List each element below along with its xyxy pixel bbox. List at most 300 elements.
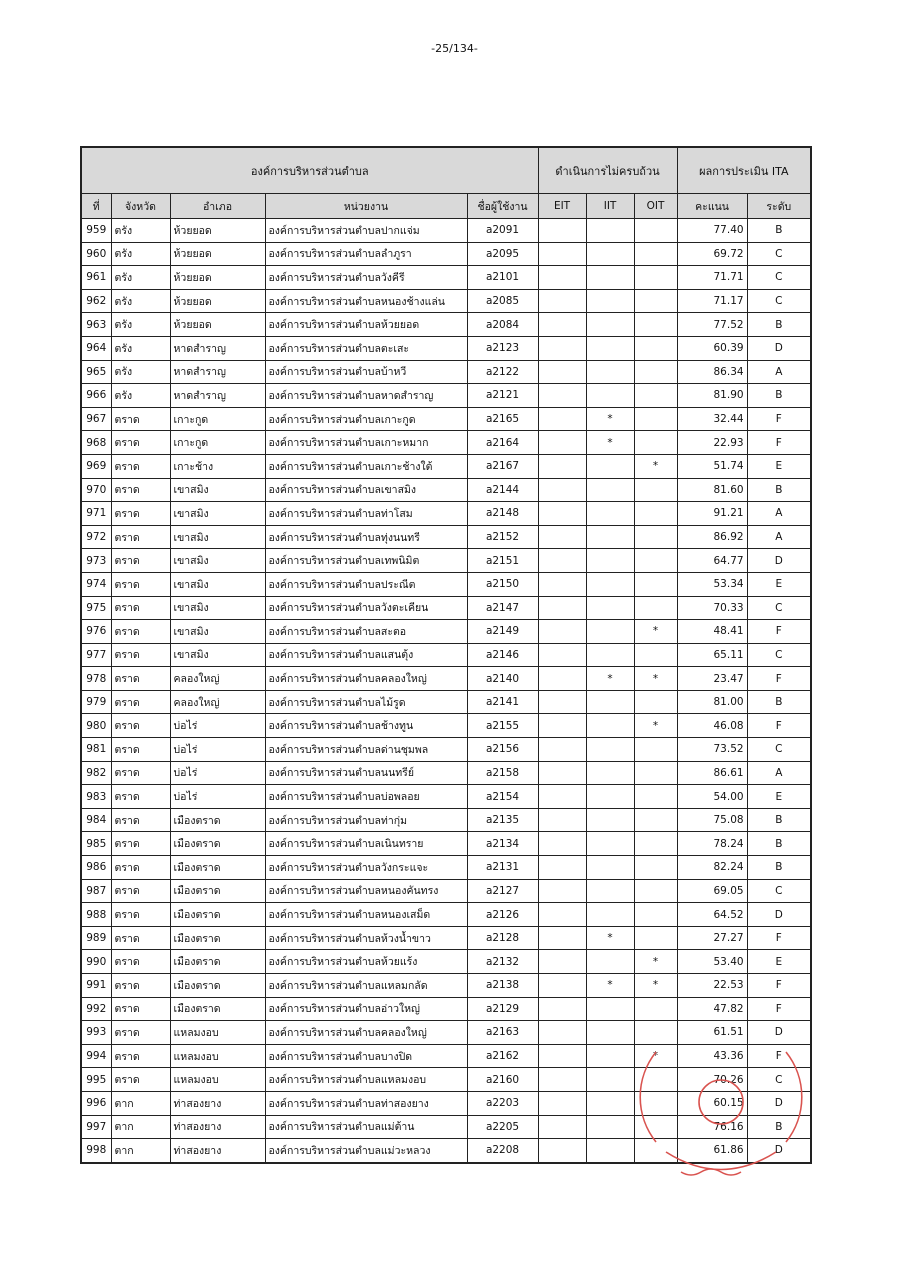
iit-cell bbox=[586, 336, 634, 360]
district-cell: แหลมงอบ bbox=[170, 1044, 265, 1068]
province-cell: ตาก bbox=[111, 1115, 170, 1139]
iit-cell bbox=[586, 502, 634, 526]
col-district-header: อำเภอ bbox=[170, 194, 265, 219]
username-cell: a2140 bbox=[467, 667, 538, 691]
eit-cell bbox=[538, 502, 586, 526]
province-cell: ตรัง bbox=[111, 242, 170, 266]
eit-cell bbox=[538, 219, 586, 243]
eit-cell bbox=[538, 997, 586, 1021]
district-cell: ท่าสองยาง bbox=[170, 1139, 265, 1163]
district-cell: ห้วยยอด bbox=[170, 219, 265, 243]
score-cell: 70.26 bbox=[677, 1068, 747, 1092]
row-number-cell: 982 bbox=[81, 761, 111, 785]
col-iit-header: IIT bbox=[586, 194, 634, 219]
unit-name-cell: องค์การบริหารส่วนตำบลแม่วะหลวง bbox=[265, 1139, 467, 1163]
eit-cell bbox=[538, 785, 586, 809]
score-cell: 32.44 bbox=[677, 407, 747, 431]
province-cell: ตรัง bbox=[111, 360, 170, 384]
oit-cell bbox=[634, 761, 677, 785]
oit-cell bbox=[634, 856, 677, 880]
level-cell: B bbox=[747, 313, 811, 337]
username-cell: a2156 bbox=[467, 738, 538, 762]
score-cell: 81.90 bbox=[677, 384, 747, 408]
eit-cell bbox=[538, 1021, 586, 1045]
unit-name-cell: องค์การบริหารส่วนตำบลปากแจ่ม bbox=[265, 219, 467, 243]
unit-name-cell: องค์การบริหารส่วนตำบลแหลมงอบ bbox=[265, 1068, 467, 1092]
unit-name-cell: องค์การบริหารส่วนตำบลท่าโสม bbox=[265, 502, 467, 526]
oit-cell bbox=[634, 690, 677, 714]
unit-name-cell: องค์การบริหารส่วนตำบลเนินทราย bbox=[265, 832, 467, 856]
unit-name-cell: องค์การบริหารส่วนตำบลนนทรีย์ bbox=[265, 761, 467, 785]
level-cell: B bbox=[747, 690, 811, 714]
oit-cell: * bbox=[634, 620, 677, 644]
iit-cell bbox=[586, 761, 634, 785]
row-number-cell: 984 bbox=[81, 808, 111, 832]
score-cell: 65.11 bbox=[677, 643, 747, 667]
province-cell: ตราด bbox=[111, 738, 170, 762]
unit-name-cell: องค์การบริหารส่วนตำบลวังคีรี bbox=[265, 266, 467, 290]
eit-cell bbox=[538, 336, 586, 360]
eit-cell bbox=[538, 667, 586, 691]
district-cell: เกาะกูด bbox=[170, 431, 265, 455]
oit-cell bbox=[634, 478, 677, 502]
province-cell: ตราด bbox=[111, 596, 170, 620]
oit-cell bbox=[634, 879, 677, 903]
unit-name-cell: องค์การบริหารส่วนตำบลลำภูรา bbox=[265, 242, 467, 266]
iit-cell: * bbox=[586, 431, 634, 455]
row-number-cell: 989 bbox=[81, 926, 111, 950]
oit-cell bbox=[634, 1091, 677, 1115]
oit-cell bbox=[634, 832, 677, 856]
row-number-cell: 992 bbox=[81, 997, 111, 1021]
username-cell: a2095 bbox=[467, 242, 538, 266]
row-number-cell: 963 bbox=[81, 313, 111, 337]
province-cell: ตราด bbox=[111, 808, 170, 832]
level-cell: A bbox=[747, 502, 811, 526]
level-cell: A bbox=[747, 360, 811, 384]
district-cell: คลองใหญ่ bbox=[170, 690, 265, 714]
oit-cell bbox=[634, 1139, 677, 1163]
iit-cell bbox=[586, 1139, 634, 1163]
level-cell: D bbox=[747, 549, 811, 573]
username-cell: a2131 bbox=[467, 856, 538, 880]
row-number-cell: 965 bbox=[81, 360, 111, 384]
iit-cell bbox=[586, 808, 634, 832]
row-number-cell: 966 bbox=[81, 384, 111, 408]
district-cell: ห้วยยอด bbox=[170, 242, 265, 266]
score-cell: 70.33 bbox=[677, 596, 747, 620]
iit-cell bbox=[586, 690, 634, 714]
unit-name-cell: องค์การบริหารส่วนตำบลอ่าวใหญ่ bbox=[265, 997, 467, 1021]
username-cell: a2167 bbox=[467, 454, 538, 478]
province-cell: ตราด bbox=[111, 714, 170, 738]
unit-name-cell: องค์การบริหารส่วนตำบลคลองใหญ่ bbox=[265, 1021, 467, 1045]
oit-cell: * bbox=[634, 1044, 677, 1068]
username-cell: a2085 bbox=[467, 289, 538, 313]
unit-name-cell: องค์การบริหารส่วนตำบลห้วยแร้ง bbox=[265, 950, 467, 974]
score-cell: 53.34 bbox=[677, 572, 747, 596]
score-cell: 53.40 bbox=[677, 950, 747, 974]
unit-name-cell: องค์การบริหารส่วนตำบลไม้รูด bbox=[265, 690, 467, 714]
table-row bbox=[81, 785, 811, 809]
oit-cell bbox=[634, 525, 677, 549]
table-row bbox=[81, 219, 811, 243]
score-cell: 64.77 bbox=[677, 549, 747, 573]
level-cell: F bbox=[747, 620, 811, 644]
score-cell: 86.34 bbox=[677, 360, 747, 384]
score-cell: 61.51 bbox=[677, 1021, 747, 1045]
score-cell: 77.40 bbox=[677, 219, 747, 243]
row-number-cell: 972 bbox=[81, 525, 111, 549]
unit-name-cell: องค์การบริหารส่วนตำบลห้วยยอด bbox=[265, 313, 467, 337]
username-cell: a2149 bbox=[467, 620, 538, 644]
table-row bbox=[81, 313, 811, 337]
eit-cell bbox=[538, 596, 586, 620]
table-body bbox=[81, 219, 811, 1163]
province-cell: ตราด bbox=[111, 643, 170, 667]
level-cell: D bbox=[747, 903, 811, 927]
iit-cell bbox=[586, 1115, 634, 1139]
province-cell: ตรัง bbox=[111, 313, 170, 337]
iit-cell bbox=[586, 1044, 634, 1068]
username-cell: a2147 bbox=[467, 596, 538, 620]
eit-cell bbox=[538, 549, 586, 573]
level-cell: B bbox=[747, 1115, 811, 1139]
table-row bbox=[81, 502, 811, 526]
eit-cell bbox=[538, 1115, 586, 1139]
province-cell: ตราด bbox=[111, 620, 170, 644]
district-cell: แหลมงอบ bbox=[170, 1068, 265, 1092]
unit-name-cell: องค์การบริหารส่วนตำบลเกาะกูด bbox=[265, 407, 467, 431]
score-cell: 69.05 bbox=[677, 879, 747, 903]
username-cell: a2152 bbox=[467, 525, 538, 549]
level-cell: D bbox=[747, 336, 811, 360]
province-cell: ตรัง bbox=[111, 266, 170, 290]
district-cell: เขาสมิง bbox=[170, 525, 265, 549]
oit-cell bbox=[634, 502, 677, 526]
level-cell: C bbox=[747, 266, 811, 290]
table-row bbox=[81, 1091, 811, 1115]
district-cell: เมืองตราด bbox=[170, 974, 265, 998]
province-cell: ตราด bbox=[111, 761, 170, 785]
row-number-cell: 959 bbox=[81, 219, 111, 243]
oit-cell bbox=[634, 266, 677, 290]
province-cell: ตรัง bbox=[111, 289, 170, 313]
iit-cell bbox=[586, 525, 634, 549]
eit-cell bbox=[538, 620, 586, 644]
username-cell: a2144 bbox=[467, 478, 538, 502]
row-number-cell: 960 bbox=[81, 242, 111, 266]
iit-cell bbox=[586, 950, 634, 974]
table-row bbox=[81, 738, 811, 762]
province-cell: ตราด bbox=[111, 431, 170, 455]
row-number-cell: 981 bbox=[81, 738, 111, 762]
row-number-cell: 987 bbox=[81, 879, 111, 903]
eit-cell bbox=[538, 525, 586, 549]
table-row bbox=[81, 407, 811, 431]
username-cell: a2122 bbox=[467, 360, 538, 384]
username-cell: a2084 bbox=[467, 313, 538, 337]
score-cell: 76.16 bbox=[677, 1115, 747, 1139]
district-cell: เขาสมิง bbox=[170, 572, 265, 596]
eit-cell bbox=[538, 926, 586, 950]
row-number-cell: 968 bbox=[81, 431, 111, 455]
header-result-group: ผลการประเมิน ITA bbox=[677, 147, 811, 194]
iit-cell bbox=[586, 903, 634, 927]
row-number-cell: 974 bbox=[81, 572, 111, 596]
iit-cell bbox=[586, 1068, 634, 1092]
username-cell: a2141 bbox=[467, 690, 538, 714]
district-cell: หาดสำราญ bbox=[170, 336, 265, 360]
unit-name-cell: องค์การบริหารส่วนตำบลทุ่งนนทรี bbox=[265, 525, 467, 549]
iit-cell bbox=[586, 620, 634, 644]
table-row bbox=[81, 950, 811, 974]
district-cell: เมืองตราด bbox=[170, 856, 265, 880]
table-row bbox=[81, 714, 811, 738]
district-cell: หาดสำราญ bbox=[170, 384, 265, 408]
province-cell: ตราด bbox=[111, 832, 170, 856]
province-cell: ตรัง bbox=[111, 336, 170, 360]
table-row bbox=[81, 667, 811, 691]
unit-name-cell: องค์การบริหารส่วนตำบลห้วงน้ำขาว bbox=[265, 926, 467, 950]
page-number: -25/134- bbox=[431, 42, 478, 55]
oit-cell bbox=[634, 336, 677, 360]
table-row bbox=[81, 454, 811, 478]
iit-cell bbox=[586, 643, 634, 667]
oit-cell bbox=[634, 808, 677, 832]
oit-cell bbox=[634, 926, 677, 950]
eit-cell bbox=[538, 1091, 586, 1115]
iit-cell bbox=[586, 832, 634, 856]
eit-cell bbox=[538, 242, 586, 266]
eit-cell bbox=[538, 879, 586, 903]
unit-name-cell: องค์การบริหารส่วนตำบลเขาสมิง bbox=[265, 478, 467, 502]
province-cell: ตรัง bbox=[111, 219, 170, 243]
district-cell: เมืองตราด bbox=[170, 997, 265, 1021]
row-number-cell: 969 bbox=[81, 454, 111, 478]
eit-cell bbox=[538, 360, 586, 384]
district-cell: เขาสมิง bbox=[170, 478, 265, 502]
oit-cell: * bbox=[634, 454, 677, 478]
eit-cell bbox=[538, 454, 586, 478]
username-cell: a2128 bbox=[467, 926, 538, 950]
unit-name-cell: องค์การบริหารส่วนตำบลสะตอ bbox=[265, 620, 467, 644]
unit-name-cell: องค์การบริหารส่วนตำบลวังกระแจะ bbox=[265, 856, 467, 880]
score-cell: 27.27 bbox=[677, 926, 747, 950]
oit-cell bbox=[634, 1021, 677, 1045]
table-row bbox=[81, 903, 811, 927]
row-number-cell: 994 bbox=[81, 1044, 111, 1068]
iit-cell bbox=[586, 313, 634, 337]
province-cell: ตราด bbox=[111, 1068, 170, 1092]
row-number-cell: 975 bbox=[81, 596, 111, 620]
unit-name-cell: องค์การบริหารส่วนตำบลแสนตุ้ง bbox=[265, 643, 467, 667]
table-row bbox=[81, 974, 811, 998]
level-cell: F bbox=[747, 974, 811, 998]
table-row bbox=[81, 690, 811, 714]
table-row bbox=[81, 832, 811, 856]
province-cell: ตราด bbox=[111, 856, 170, 880]
table-row bbox=[81, 997, 811, 1021]
table-row bbox=[81, 1044, 811, 1068]
province-cell: ตราด bbox=[111, 667, 170, 691]
level-cell: D bbox=[747, 1021, 811, 1045]
district-cell: ห้วยยอด bbox=[170, 289, 265, 313]
level-cell: C bbox=[747, 879, 811, 903]
username-cell: a2135 bbox=[467, 808, 538, 832]
username-cell: a2150 bbox=[467, 572, 538, 596]
district-cell: หาดสำราญ bbox=[170, 360, 265, 384]
unit-name-cell: องค์การบริหารส่วนตำบลวังตะเคียน bbox=[265, 596, 467, 620]
score-cell: 61.86 bbox=[677, 1139, 747, 1163]
score-cell: 91.21 bbox=[677, 502, 747, 526]
level-cell: D bbox=[747, 1091, 811, 1115]
table-row bbox=[81, 1115, 811, 1139]
oit-cell bbox=[634, 1068, 677, 1092]
level-cell: D bbox=[747, 1139, 811, 1163]
level-cell: A bbox=[747, 761, 811, 785]
oit-cell bbox=[634, 572, 677, 596]
table-row bbox=[81, 879, 811, 903]
col-no-header: ที่ bbox=[81, 194, 111, 219]
table-row bbox=[81, 384, 811, 408]
oit-cell: * bbox=[634, 667, 677, 691]
province-cell: ตราด bbox=[111, 926, 170, 950]
unit-name-cell: องค์การบริหารส่วนตำบลเกาะหมาก bbox=[265, 431, 467, 455]
province-cell: ตราด bbox=[111, 879, 170, 903]
level-cell: F bbox=[747, 407, 811, 431]
eit-cell bbox=[538, 761, 586, 785]
score-cell: 60.39 bbox=[677, 336, 747, 360]
district-cell: บ่อไร่ bbox=[170, 738, 265, 762]
unit-name-cell: องค์การบริหารส่วนตำบลตะเสะ bbox=[265, 336, 467, 360]
iit-cell bbox=[586, 454, 634, 478]
level-cell: F bbox=[747, 667, 811, 691]
oit-cell bbox=[634, 738, 677, 762]
table-row bbox=[81, 926, 811, 950]
score-cell: 22.53 bbox=[677, 974, 747, 998]
province-cell: ตราด bbox=[111, 903, 170, 927]
eit-cell bbox=[538, 903, 586, 927]
district-cell: เขาสมิง bbox=[170, 502, 265, 526]
oit-cell bbox=[634, 997, 677, 1021]
province-cell: ตราด bbox=[111, 997, 170, 1021]
eit-cell bbox=[538, 407, 586, 431]
username-cell: a2101 bbox=[467, 266, 538, 290]
row-number-cell: 997 bbox=[81, 1115, 111, 1139]
ita-results-table bbox=[80, 146, 812, 1164]
username-cell: a2165 bbox=[467, 407, 538, 431]
row-number-cell: 985 bbox=[81, 832, 111, 856]
username-cell: a2132 bbox=[467, 950, 538, 974]
username-cell: a2163 bbox=[467, 1021, 538, 1045]
iit-cell bbox=[586, 360, 634, 384]
province-cell: ตาก bbox=[111, 1091, 170, 1115]
table-row bbox=[81, 336, 811, 360]
score-cell: 51.74 bbox=[677, 454, 747, 478]
col-username-header: ชื่อผู้ใช้งาน bbox=[467, 194, 538, 219]
district-cell: เมืองตราด bbox=[170, 879, 265, 903]
table-row bbox=[81, 808, 811, 832]
username-cell: a2126 bbox=[467, 903, 538, 927]
header-column-row bbox=[81, 194, 811, 219]
row-number-cell: 967 bbox=[81, 407, 111, 431]
table-row bbox=[81, 620, 811, 644]
province-cell: ตราด bbox=[111, 549, 170, 573]
oit-cell bbox=[634, 242, 677, 266]
level-cell: E bbox=[747, 785, 811, 809]
unit-name-cell: องค์การบริหารส่วนตำบลท่าสองยาง bbox=[265, 1091, 467, 1115]
district-cell: เขาสมิง bbox=[170, 596, 265, 620]
username-cell: a2155 bbox=[467, 714, 538, 738]
district-cell: เกาะช้าง bbox=[170, 454, 265, 478]
iit-cell bbox=[586, 266, 634, 290]
col-province-header: จังหวัด bbox=[111, 194, 170, 219]
table-row bbox=[81, 572, 811, 596]
level-cell: B bbox=[747, 478, 811, 502]
eit-cell bbox=[538, 856, 586, 880]
district-cell: บ่อไร่ bbox=[170, 714, 265, 738]
eit-cell bbox=[538, 643, 586, 667]
eit-cell bbox=[538, 808, 586, 832]
oit-cell: * bbox=[634, 950, 677, 974]
level-cell: F bbox=[747, 997, 811, 1021]
level-cell: B bbox=[747, 384, 811, 408]
level-cell: C bbox=[747, 596, 811, 620]
score-cell: 81.60 bbox=[677, 478, 747, 502]
district-cell: ห้วยยอด bbox=[170, 266, 265, 290]
iit-cell: * bbox=[586, 974, 634, 998]
district-cell: บ่อไร่ bbox=[170, 785, 265, 809]
district-cell: คลองใหญ่ bbox=[170, 667, 265, 691]
iit-cell bbox=[586, 714, 634, 738]
header-org-group: องค์การบริหารส่วนตำบล bbox=[81, 147, 538, 194]
row-number-cell: 973 bbox=[81, 549, 111, 573]
eit-cell bbox=[538, 1044, 586, 1068]
iit-cell bbox=[586, 1021, 634, 1045]
district-cell: เขาสมิง bbox=[170, 620, 265, 644]
iit-cell bbox=[586, 242, 634, 266]
province-cell: ตราด bbox=[111, 974, 170, 998]
district-cell: บ่อไร่ bbox=[170, 761, 265, 785]
table-row bbox=[81, 596, 811, 620]
unit-name-cell: องค์การบริหารส่วนตำบลแหลมกลัด bbox=[265, 974, 467, 998]
oit-cell bbox=[634, 549, 677, 573]
oit-cell bbox=[634, 384, 677, 408]
province-cell: ตราด bbox=[111, 407, 170, 431]
header-group-row bbox=[81, 147, 811, 194]
iit-cell bbox=[586, 572, 634, 596]
score-cell: 43.36 bbox=[677, 1044, 747, 1068]
district-cell: ท่าสองยาง bbox=[170, 1115, 265, 1139]
score-cell: 86.92 bbox=[677, 525, 747, 549]
iit-cell bbox=[586, 289, 634, 313]
table-row bbox=[81, 761, 811, 785]
row-number-cell: 978 bbox=[81, 667, 111, 691]
username-cell: a2127 bbox=[467, 879, 538, 903]
oit-cell bbox=[634, 1115, 677, 1139]
province-cell: ตาก bbox=[111, 1139, 170, 1163]
row-number-cell: 962 bbox=[81, 289, 111, 313]
province-cell: ตราด bbox=[111, 502, 170, 526]
seal-script bbox=[681, 1169, 741, 1175]
oit-cell bbox=[634, 219, 677, 243]
row-number-cell: 964 bbox=[81, 336, 111, 360]
username-cell: a2151 bbox=[467, 549, 538, 573]
iit-cell: * bbox=[586, 926, 634, 950]
iit-cell bbox=[586, 738, 634, 762]
province-cell: ตราด bbox=[111, 1021, 170, 1045]
